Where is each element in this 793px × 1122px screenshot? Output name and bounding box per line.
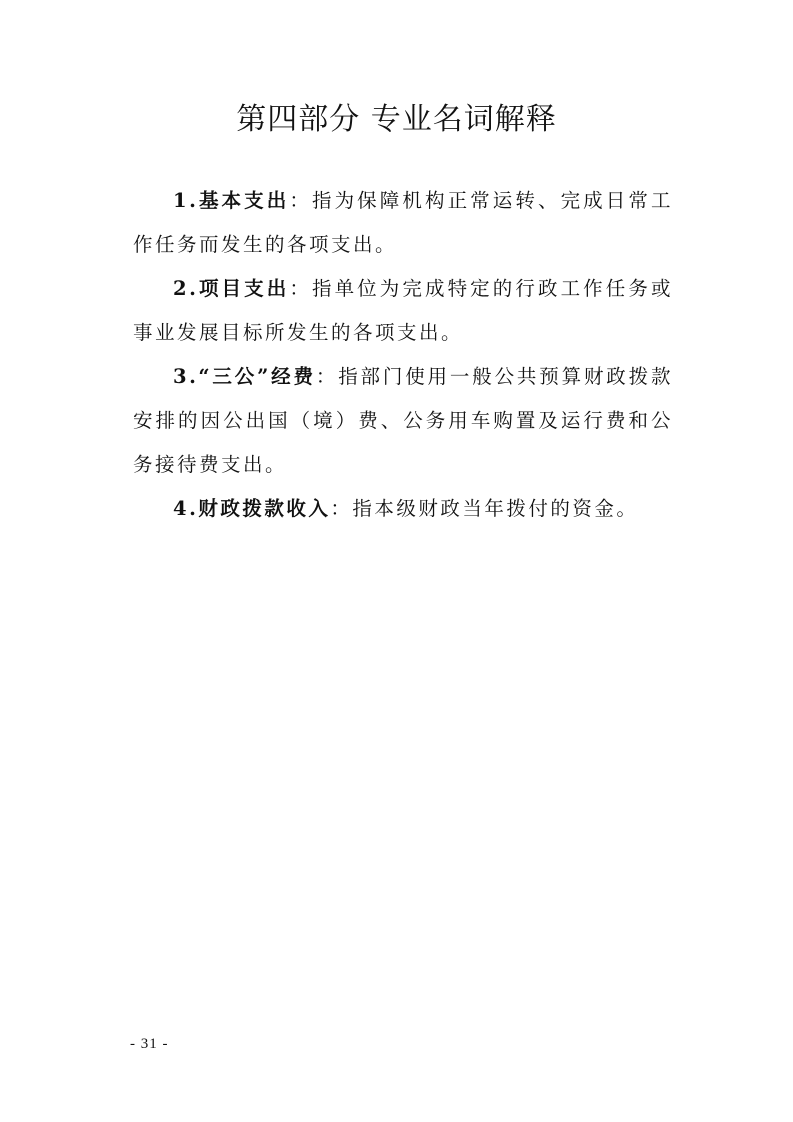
page-title: 第四部分 专业名词解释 [236,102,557,137]
definition-text: 指单位为完成特定的行政工作任务或事业发展目标所发生的各项支出。 [133,277,673,344]
definition-three-public-expenses [133,355,673,487]
definition-term: 1.基本支出 [173,189,290,212]
page-number: - 31 - [130,1036,169,1052]
definition-separator: ： [289,189,312,212]
definition-separator: ： [289,277,312,300]
definition-fiscal-appropriation-income [133,487,673,531]
definition-separator: ： [315,365,339,388]
definition-term: 4.财政拨款收入 [173,497,331,520]
definition-term: 3.“三公”经费 [173,365,316,388]
definition-basic-expenditure [133,179,673,267]
definition-separator: ： [330,497,353,520]
definitions-list [133,179,673,531]
definition-text: 指为保障机构正常运转、完成日常工作任务而发生的各项支出。 [133,189,673,256]
definition-project-expenditure [133,267,673,355]
definition-term: 2.项目支出 [173,277,290,300]
definition-text: 指部门使用一般公共预算财政拨款安排的因公出国（境）费、公务用车购置及运行费和公务接待费支出。 [133,365,673,476]
definition-text: 指本级财政当年拨付的资金。 [352,497,639,520]
